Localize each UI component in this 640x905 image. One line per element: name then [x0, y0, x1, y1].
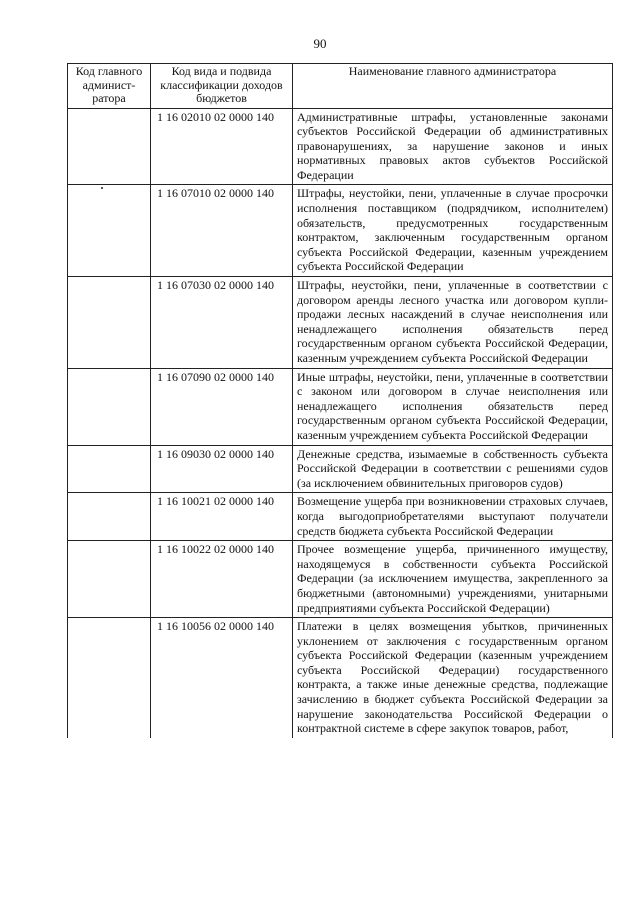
- row-admin-code: [68, 185, 151, 277]
- row-revenue-code: 1 16 10056 02 0000 140: [151, 618, 293, 738]
- row-admin-name: Платежи в целях возмещения убытков, причиненных уклонением от заключения с государственным органом субъекта Российской Федерации (казенным учреждением субъекта Российской Федерации) государственного контракта, а также иные денежные средства, подлежащие зачислению в бюджет субъекта Российской Федерации за нарушение законодательства Российской Федерации о контрактной системе в сфере закупок товаров, работ,: [293, 618, 613, 738]
- row-admin-code: [68, 277, 151, 369]
- row-admin-name: Денежные средства, изымаемые в собственность субъекта Российской Федерации в соответствии с решениями судов (за исключением обвинительных приговоров судов): [293, 445, 613, 493]
- header-revenue-code: Код вида и подвида классификации доходов бюджетов: [151, 64, 293, 109]
- row-admin-name: Возмещение ущерба при возникновении страховых случаев, когда выгодоприобретателями выступают получатели средств бюджета субъекта Российской Федерации: [293, 493, 613, 541]
- table-row: [68, 445, 613, 493]
- table-row: [68, 541, 613, 618]
- row-admin-code: [68, 541, 151, 618]
- table-row: [68, 277, 613, 369]
- row-admin-name: Административные штрафы, установленные законами субъектов Российской Федерации об административных правонарушениях, за нарушение законов и иных нормативных правовых актов субъектов Российской Федерации: [293, 108, 613, 185]
- row-revenue-code: 1 16 09030 02 0000 140: [151, 445, 293, 493]
- table-row: [68, 493, 613, 541]
- row-revenue-code: 1 16 02010 02 0000 140: [151, 108, 293, 185]
- header-admin-name: Наименование главного администратора: [293, 64, 613, 109]
- table-row: [68, 618, 613, 738]
- row-revenue-code: 1 16 07010 02 0000 140: [151, 185, 293, 277]
- row-admin-code: [68, 493, 151, 541]
- table-row: [68, 185, 613, 277]
- row-admin-name: Штрафы, неустойки, пени, уплаченные в случае просрочки исполнения поставщиком (подрядчиком, исполнителем) обязательств, предусмотренных государственным контрактом, заключенным государственным органом субъекта Российской Федерации, казенным учреждением субъекта Российской Федерации: [293, 185, 613, 277]
- table-header-row: [68, 64, 613, 109]
- row-admin-code: [68, 368, 151, 445]
- row-revenue-code: 1 16 10021 02 0000 140: [151, 493, 293, 541]
- row-admin-name: Прочее возмещение ущерба, причиненного имуществу, находящемуся в собственности субъекта Российской Федерации (за исключением имущества, закрепленного за бюджетными (автономными) учреждениями, унитарными предприятиями субъекта Российской Федерации): [293, 541, 613, 618]
- revenue-administrators-table: [67, 63, 613, 738]
- row-revenue-code: 1 16 07030 02 0000 140: [151, 277, 293, 369]
- table-row: [68, 368, 613, 445]
- row-revenue-code: 1 16 10022 02 0000 140: [151, 541, 293, 618]
- header-admin-code: Код главного админист-ратора: [68, 64, 151, 109]
- row-revenue-code: 1 16 07090 02 0000 140: [151, 368, 293, 445]
- row-admin-code: [68, 445, 151, 493]
- row-admin-name: Штрафы, неустойки, пени, уплаченные в соответствии с договором аренды лесного участка или договором купли-продажи лесных насаждений в случае неисполнения или ненадлежащего исполнения обязательств перед государственным органом субъекта Российской Федерации, казенным учреждением субъекта Российской Федерации: [293, 277, 613, 369]
- row-admin-code: [68, 618, 151, 738]
- table-row: [68, 108, 613, 185]
- row-admin-name: Иные штрафы, неустойки, пени, уплаченные в соответствии с законом или договором в случае неисполнения или ненадлежащего исполнения обязательств перед государственным органом субъекта Российской Федерации, казенным учреждением субъекта Российской Федерации: [293, 368, 613, 445]
- row-admin-code: [68, 108, 151, 185]
- page-number: 90: [313, 36, 327, 51]
